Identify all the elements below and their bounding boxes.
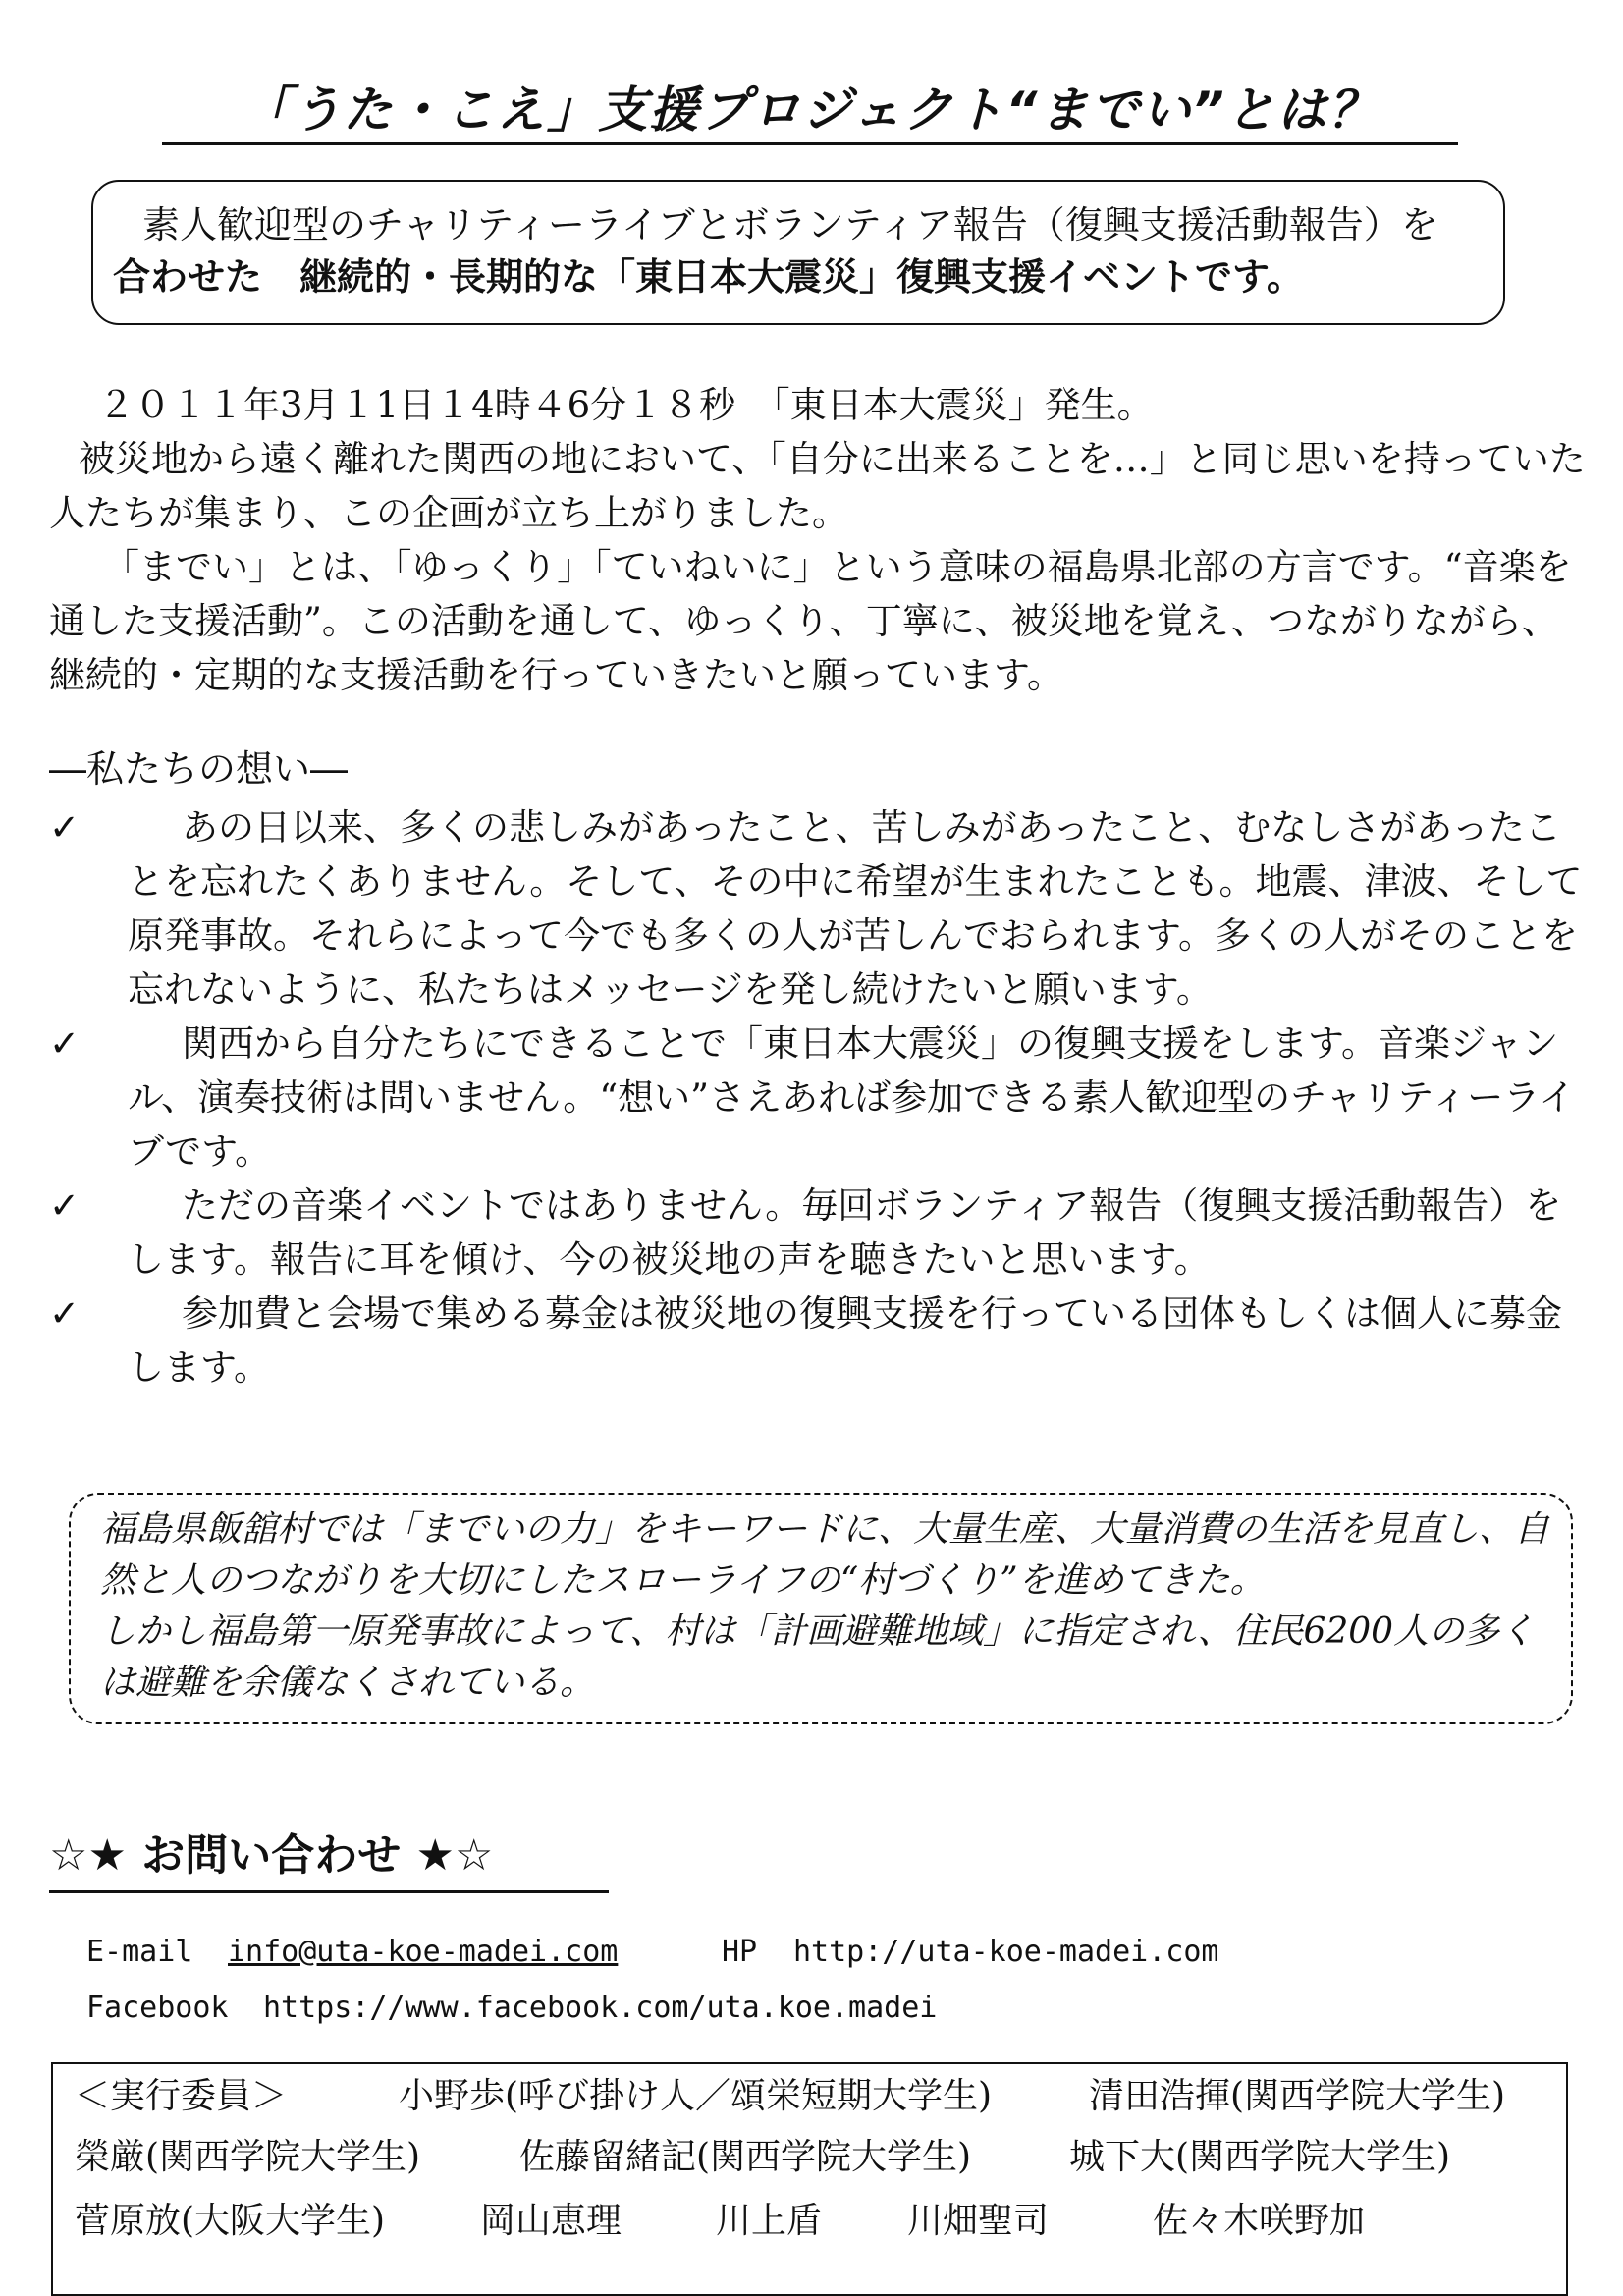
list-item-text: あの日以来、多くの悲しみがあったこと、苦しみがあったこと、むなしさがあったことを忘れたくありません。そして、その中に希望が生まれたことも。地震、津波、そして原発事故。それらによって今でも多くの人が苦しんでおられます。多くの人がそのことを忘れないように、私たちはメッセージを発し続けたいと願います。 [128, 806, 1583, 1011]
email-label: E-mail [86, 1935, 193, 1969]
committee-member: 川上盾 [716, 2201, 823, 2241]
body-paragraph: 「までい」とは、「ゆっくり」「ていねいに」という意味の福島県北部の方言です。“音楽を通した支援活動”。この活動を通して、ゆっくり、丁寧に、被災地を覚え、つながりながら、継続的・定期的な支援活動を行っていきたいと願っています。 [49, 546, 1572, 696]
hp-label: HP [722, 1935, 758, 1969]
note-line-1: 福島県飯舘村では「までいの力」をキーワードに、大量生産、大量消費の生活を見直し、自然と人のつながりを大切にしたスローライフの“村づくり”を進めてきた。 [100, 1509, 1550, 1601]
section-heading: ―私たちの想い― [49, 747, 349, 791]
facebook-label: Facebook [86, 1991, 229, 2025]
committee-member: 榮厳(関西学院大学生) [75, 2137, 421, 2177]
list-item [49, 800, 1591, 1016]
committee-member: 岡山恵理 [480, 2201, 622, 2241]
list-item [49, 1178, 1591, 1286]
committee-member: 佐々木咲野加 [1153, 2201, 1366, 2241]
check-icon: ✓ [49, 1184, 81, 1227]
committee-member: 城下大(関西学院大学生) [1069, 2137, 1451, 2177]
intro-box [91, 180, 1505, 325]
title-underline [162, 142, 1458, 145]
committee-member: 佐藤留緒記(関西学院大学生) [519, 2137, 972, 2177]
list-item [49, 1016, 1591, 1178]
committee-member: 川畑聖司 [907, 2201, 1050, 2241]
hp-link[interactable]: http://uta-koe-madei.com [793, 1935, 1219, 1969]
note-line-2: しかし福島第一原発事故によって、村は「計画避難地域」に指定され、住民6200人の多くは避難を余儀なくされている。 [100, 1612, 1536, 1703]
committee-box [51, 2062, 1568, 2296]
contact-underline [49, 1890, 609, 1893]
body-paragraph: 被災地から遠く離れた関西の地において、「自分に出来ることを…」と同じ思いを持っていた人たちが集まり、この企画が立ち上がりました。 [49, 438, 1586, 534]
committee-member: 菅原放(大阪大学生) [75, 2201, 386, 2241]
committee-member: 小野歩(呼び掛け人／頌栄短期大学生) [399, 2076, 993, 2116]
committee-member: 清田浩揮(関西学院大学生) [1089, 2076, 1506, 2116]
check-icon: ✓ [49, 806, 81, 848]
body-paragraph: ２０１１年3月１1日１4時４6分１８秒 「東日本大震災」発生。 [98, 384, 1154, 426]
list-item-text: 関西から自分たちにできることで「東日本大震災」の復興支援をします。音楽ジャンル、演奏技術は問いません。“想い”さえあれば参加できる素人歓迎型のチャリティーライブです。 [128, 1022, 1576, 1173]
intro-line-2: 合わせた 継続的・長期的な「東日本大震災」復興支援イベントです。 [113, 255, 1304, 299]
list-item-text: 参加費と会場で集める募金は被災地の復興支援を行っている団体もしくは個人に募金します。 [128, 1292, 1562, 1389]
check-icon: ✓ [49, 1022, 81, 1065]
facebook-link[interactable]: https://www.facebook.com/uta.koe.madei [263, 1991, 938, 2025]
note-box [69, 1493, 1573, 1724]
list-item-text: ただの音楽イベントではありません。毎回ボランティア報告（復興支援活動報告）をします。報告に耳を傾け、今の被災地の声を聴きたいと思います。 [128, 1184, 1562, 1281]
email-link[interactable]: info@uta-koe-madei.com [228, 1935, 619, 1969]
contact-heading: ☆★ お問い合わせ ★☆ [49, 1831, 494, 1881]
intro-line-1: 素人歓迎型のチャリティーライブとボランティア報告（復興支援活動報告）を [142, 203, 1438, 246]
page-title: 「うた・こえ」支援プロジェクト“までい”とは？ [241, 82, 1380, 138]
check-icon: ✓ [49, 1292, 81, 1335]
committee-label: ＜実行委員＞ [75, 2076, 288, 2116]
list-item [49, 1286, 1591, 1394]
